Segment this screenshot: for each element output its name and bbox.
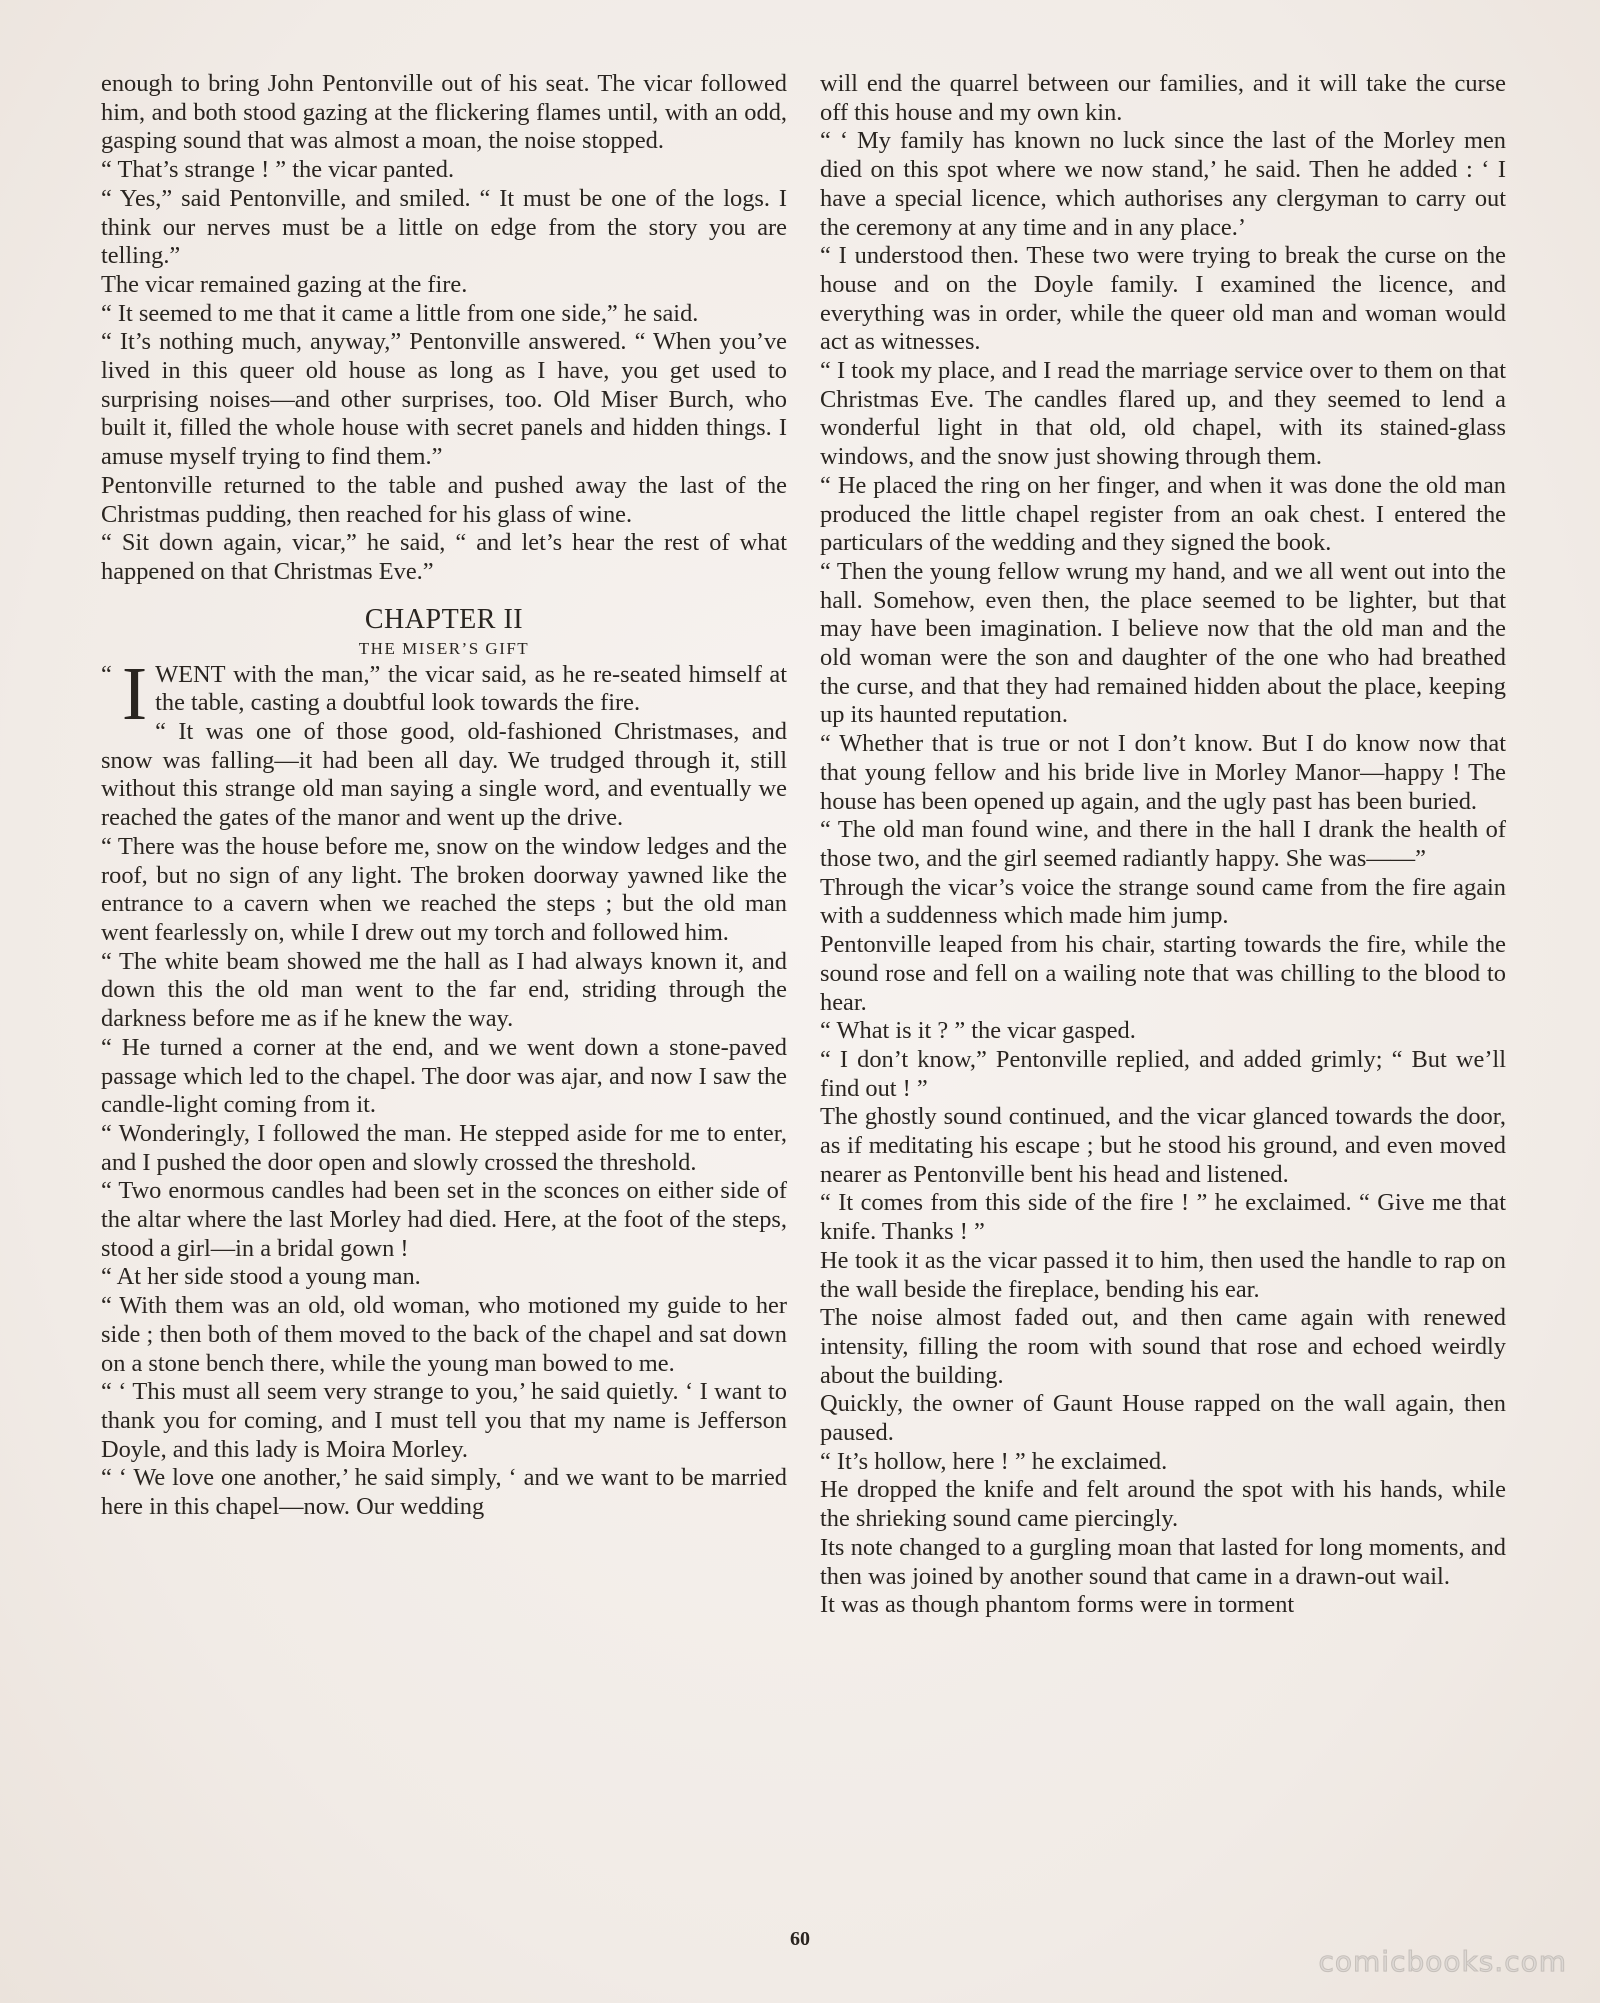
paragraph: It was as though phantom forms were in torment xyxy=(820,1591,1295,1619)
paragraph: “ At her side stood a young man. xyxy=(101,1263,421,1291)
paragraph: Pentonville leaped from his chair, starting towards the fire, while the sound rose and fell on a wailing note that was chilling to the blood to hear. xyxy=(820,931,1506,1016)
paragraph: will end the quarrel between our families, and it will take the curse off this house and my own kin. xyxy=(820,70,1506,126)
paragraph: “ The old man found wine, and there in the hall I drank the health of those two, and the girl seemed radiantly happy. She was——” xyxy=(820,816,1506,872)
paragraph: “ With them was an old, old woman, who motioned my guide to her side ; then both of them moved to the back of the chapel and sat down on a stone bench there, while the young man bowed to me. xyxy=(101,1292,787,1377)
paragraph: “ ‘ My family has known no luck since the last of the Morley men died on this spot where we now stand,’ he said. Then he added : ‘ I have a special licence, which authorises any clergyman to carry out the ceremony at any time and in any place.’ xyxy=(820,127,1506,241)
paragraph: “ He placed the ring on her finger, and when it was done the old man produced the little chapel register from an oak chest. I entered the particulars of the wedding and they signed the book. xyxy=(820,471,1506,557)
page-number: 60 xyxy=(790,1928,810,1950)
paragraph: “ Two enormous candles had been set in the sconces on either side of the altar where the last Morley had died. Here, at the foot of the steps, stood a girl—in a bridal gown ! xyxy=(101,1177,787,1262)
paragraph: Quickly, the owner of Gaunt House rapped on the wall again, then paused. xyxy=(820,1390,1506,1447)
chapter-title: CHAPTER II xyxy=(364,603,524,635)
paragraph: Its note changed to a gurgling moan that lasted for long moments, and then was joined by another sound that came in a drawn-out wail. xyxy=(820,1533,1506,1590)
paragraph: “ I don’t know,” Pentonville replied, and added grimly; “ But we’ll find out ! ” xyxy=(820,1045,1506,1102)
paragraph: “ It comes from this side of the fire ! ” he exclaimed. “ Give me that knife. Thanks ! ” xyxy=(820,1189,1506,1246)
paragraph: “ He turned a corner at the end, and we went down a stone-paved passage which led to the chapel. The door was ajar, and now I saw the candle-light coming from it. xyxy=(101,1033,787,1119)
dropcap-letter: I xyxy=(121,651,148,736)
paragraph: “ What is it ? ” the vicar gasped. xyxy=(820,1017,1136,1045)
paragraph: “ Wonderingly, I followed the man. He stepped aside for me to enter, and I pushed the door open and slowly crossed the threshold. xyxy=(101,1119,787,1176)
left-column xyxy=(101,70,787,1522)
right-column xyxy=(820,70,1506,1620)
paragraph: enough to bring John Pentonville out of his seat. The vicar followed him, and both stood gazing at the flickering flames until, with an odd, gasping sound that was almost a moan, the noise stopped. xyxy=(101,70,787,155)
dropcap-smallcaps: WENT xyxy=(155,660,226,688)
paragraph: He took it as the vicar passed it to him, then used the handle to rap on the wall beside the fireplace, bending his ear. xyxy=(820,1246,1506,1303)
left-paragraphs-after xyxy=(101,718,787,1522)
paragraph: “ ‘ We love one another,’ he said simply, ‘ and we want to be married here in this chapel—now. Our wedding xyxy=(101,1464,787,1521)
paragraph: “ It’s hollow, here ! ” he exclaimed. xyxy=(820,1447,1168,1475)
paragraph: He dropped the knife and felt around the spot with his hands, while the shrieking sound came piercingly. xyxy=(820,1476,1506,1533)
paragraph: “ There was the house before me, snow on the window ledges and the roof, but no sign of any light. The broken doorway yawned like the entrance to a cavern when we reached the steps ; but the old man went fearlessly on, while I drew out my torch and followed him. xyxy=(101,832,787,946)
left-paragraphs-before xyxy=(101,70,787,587)
paragraph: Through the vicar’s voice the strange sound came from the fire again with a suddenness which made him jump. xyxy=(820,873,1506,930)
dropcap-rest: with the man,” the vicar said, as he re-seated himself at the table, casting a doubtful look towards the fire. xyxy=(155,660,787,717)
paragraph: “ Sit down again, vicar,” he said, “ and let’s hear the rest of what happened on that Christmas Eve.” xyxy=(101,529,787,585)
paragraph: “ I understood then. These two were trying to break the curse on the house and on the Doyle family. I examined the licence, and everything was in order, while the queer old man and woman would act as witnesses. xyxy=(820,242,1506,356)
paragraph: “ I took my place, and I read the marriage service over to them on that Christmas Eve. The candles flared up, and they seemed to lend a wonderful light in that old, old chapel, with its stained-glass windows, and the snow just showing through them. xyxy=(820,357,1506,471)
paragraph: “ Yes,” said Pentonville, and smiled. “ It must be one of the logs. I think our nerves must be a little on edge from the story you are telling.” xyxy=(101,184,787,270)
paragraph: “ The white beam showed me the hall as I had always known it, and down this the old man went to the far end, striding through the darkness before me as if he knew the way. xyxy=(101,947,787,1033)
dropcap-paragraph xyxy=(101,651,787,736)
paragraph: “ It seemed to me that it came a little from one side,” he said. xyxy=(101,299,699,327)
paragraph: “ It’s nothing much, anyway,” Pentonville answered. “ When you’ve lived in this queer old house as long as I have, you get used to surprising noises—and other surprises, too. Old Miser Burch, who built it, filled the whole house with secret panels and hidden things. I amuse myself trying to find them.” xyxy=(101,328,787,471)
chapter-subtitle: THE MISER’S GIFT xyxy=(358,638,530,658)
dropcap-quote: “ xyxy=(101,660,112,688)
paragraph: The ghostly sound continued, and the vicar glanced towards the door, as if meditating his escape ; but he stood his ground, and even moved nearer as Pentonville bent his head and listened. xyxy=(820,1103,1506,1188)
paragraph: “ Then the young fellow wrung my hand, and we all went out into the hall. Somehow, even then, the place seemed to be lighter, but that may have been imagination. I believe now that the old man and the old woman were the son and daughter of the one who had breathed the curse, and that they had remained hidden about the place, keeping up its haunted reputation. xyxy=(820,557,1506,729)
paragraph: The noise almost faded out, and then came again with renewed intensity, filling the room with sound that rose and echoed weirdly about the building. xyxy=(820,1304,1506,1389)
paragraph: “ It was one of those good, old-fashioned Christmases, and snow was falling—it had been all day. We trudged through it, still without this strange old man saying a single word, and eventually we reached the gates of the manor and went up the drive. xyxy=(101,718,787,832)
paragraph: “ Whether that is true or not I don’t know. But I do know now that that young fellow and his bride live in Morley Manor—happy ! The house has been opened up again, and the ugly past has been buried. xyxy=(820,730,1506,815)
paragraph: Pentonville returned to the table and pushed away the last of the Christmas pudding, then reached for his glass of wine. xyxy=(101,471,787,528)
paragraph: “ That’s strange ! ” the vicar panted. xyxy=(101,156,455,184)
paragraph: “ ‘ This must all seem very strange to you,’ he said quietly. ‘ I want to thank you for coming, and I must tell you that my name is Jefferson Doyle, and this lady is Moira Morley. xyxy=(101,1378,787,1463)
paragraph: The vicar remained gazing at the fire. xyxy=(101,270,468,298)
chapter-heading xyxy=(101,603,787,661)
watermark: comicbooks.com xyxy=(1318,1945,1567,1978)
